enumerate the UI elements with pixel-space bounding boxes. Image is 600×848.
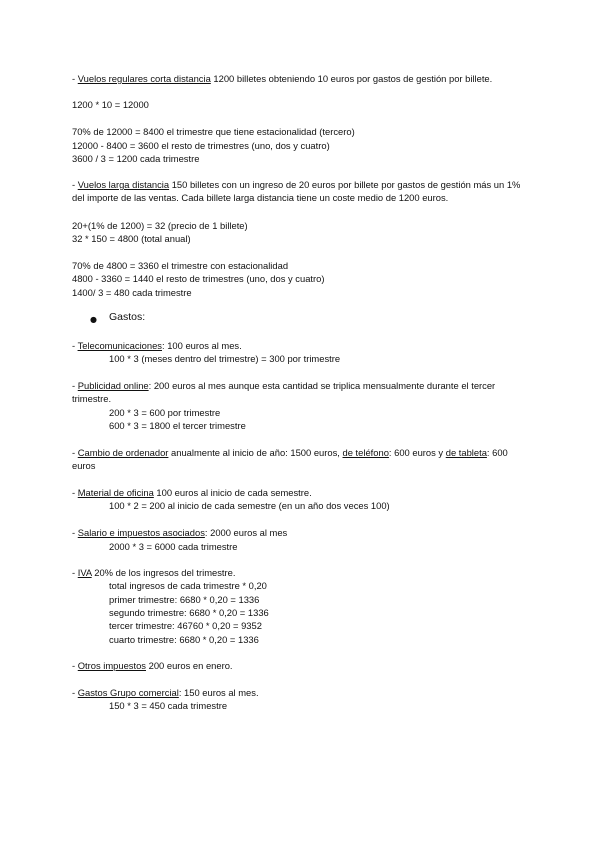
publicidad-title: Publicidad online xyxy=(77,380,149,391)
cambio-ordenador-title: Cambio de ordenador xyxy=(77,447,169,458)
calc-line: total ingresos de cada trimestre * 0,20 xyxy=(109,580,267,591)
section-salario-heading: - Salario e impuestos asociados: 2000 euros al mes xyxy=(72,527,288,538)
calc-line: 200 * 3 = 600 por trimestre xyxy=(109,407,221,418)
gastos-heading: Gastos: xyxy=(109,311,146,323)
calc-line: 150 * 3 = 450 cada trimestre xyxy=(109,700,228,711)
section-publicidad-heading: - Publicidad online: 200 euros al mes aunque esta cantidad se triplica mensualmente durante el tercer trimestre. xyxy=(72,380,496,405)
iva-title: IVA xyxy=(77,567,92,578)
calc-line: 70% de 4800 = 3360 el trimestre con estacionalidad xyxy=(72,260,289,271)
telecom-title: Telecomunicaciones xyxy=(77,340,162,351)
section-iva-heading: - IVA 20% de los ingresos del trimestre. xyxy=(72,567,236,578)
material-title: Material de oficina xyxy=(77,487,154,498)
calc-line: 1400/ 3 = 480 cada trimestre xyxy=(72,287,192,298)
section-material-heading: - Material de oficina 100 euros al inicio de cada semestre. xyxy=(72,487,312,498)
calc-line: primer trimestre: 6680 * 0,20 = 1336 xyxy=(109,594,260,605)
bullet-icon: ● xyxy=(90,315,97,324)
calc-line: 32 * 150 = 4800 (total anual) xyxy=(72,233,191,244)
section-otros-heading: - Otros impuestos 200 euros en enero. xyxy=(72,660,233,671)
section-telecom-heading: - Telecomunicaciones: 100 euros al mes. xyxy=(72,340,242,351)
calc-line: 20+(1% de 1200) = 32 (precio de 1 billete) xyxy=(72,220,248,231)
calc-line: 1200 * 10 = 12000 xyxy=(72,99,149,110)
vuelos-larga-title: Vuelos larga distancia xyxy=(77,179,170,190)
calc-line: 100 * 3 (meses dentro del trimestre) = 300 por trimestre xyxy=(109,353,341,364)
calc-line: 100 * 2 = 200 al inicio de cada semestre (en un año dos veces 100) xyxy=(109,500,390,511)
calc-line: 2000 * 3 = 6000 cada trimestre xyxy=(109,541,238,552)
salario-title: Salario e impuestos asociados xyxy=(77,527,205,538)
calc-line: 70% de 12000 = 8400 el trimestre que tiene estacionalidad (tercero) xyxy=(72,126,355,137)
section-cambio-heading: - Cambio de ordenador anualmente al inicio de año: 1500 euros, de teléfono: 600 euros y de tableta: 600 euros xyxy=(72,447,508,472)
section-grupo-heading: - Gastos Grupo comercial: 150 euros al mes. xyxy=(72,687,259,698)
section-vuelos-corta-heading: - Vuelos regulares corta distancia 1200 billetes obteniendo 10 euros por gastos de gestión por billete. xyxy=(72,73,493,84)
cambio-tableta-title: de tableta xyxy=(445,447,487,458)
calc-line: 600 * 3 = 1800 el tercer trimestre xyxy=(109,420,246,431)
calc-line: tercer trimestre: 46760 * 0,20 = 9352 xyxy=(109,620,262,631)
grupo-title: Gastos Grupo comercial xyxy=(77,687,179,698)
otros-title: Otros impuestos xyxy=(77,660,146,671)
calc-line: segundo trimestre: 6680 * 0,20 = 1336 xyxy=(109,607,269,618)
calc-line: 3600 / 3 = 1200 cada trimestre xyxy=(72,153,200,164)
calc-line: 4800 - 3360 = 1440 el resto de trimestres (uno, dos y cuatro) xyxy=(72,273,325,284)
calc-line: 12000 - 8400 = 3600 el resto de trimestres (uno, dos y cuatro) xyxy=(72,140,330,151)
section-vuelos-larga-heading: - Vuelos larga distancia 150 billetes con un ingreso de 20 euros por billete por gastos de gestión más un 1% del importe de las ventas. Cada billete larga distancia tiene un coste medio de 1200 euros. xyxy=(72,179,521,204)
cambio-telefono-title: de teléfono xyxy=(342,447,389,458)
calc-line: cuarto trimestre: 6680 * 0,20 = 1336 xyxy=(109,634,259,645)
vuelos-corta-title: Vuelos regulares corta distancia xyxy=(77,73,211,84)
